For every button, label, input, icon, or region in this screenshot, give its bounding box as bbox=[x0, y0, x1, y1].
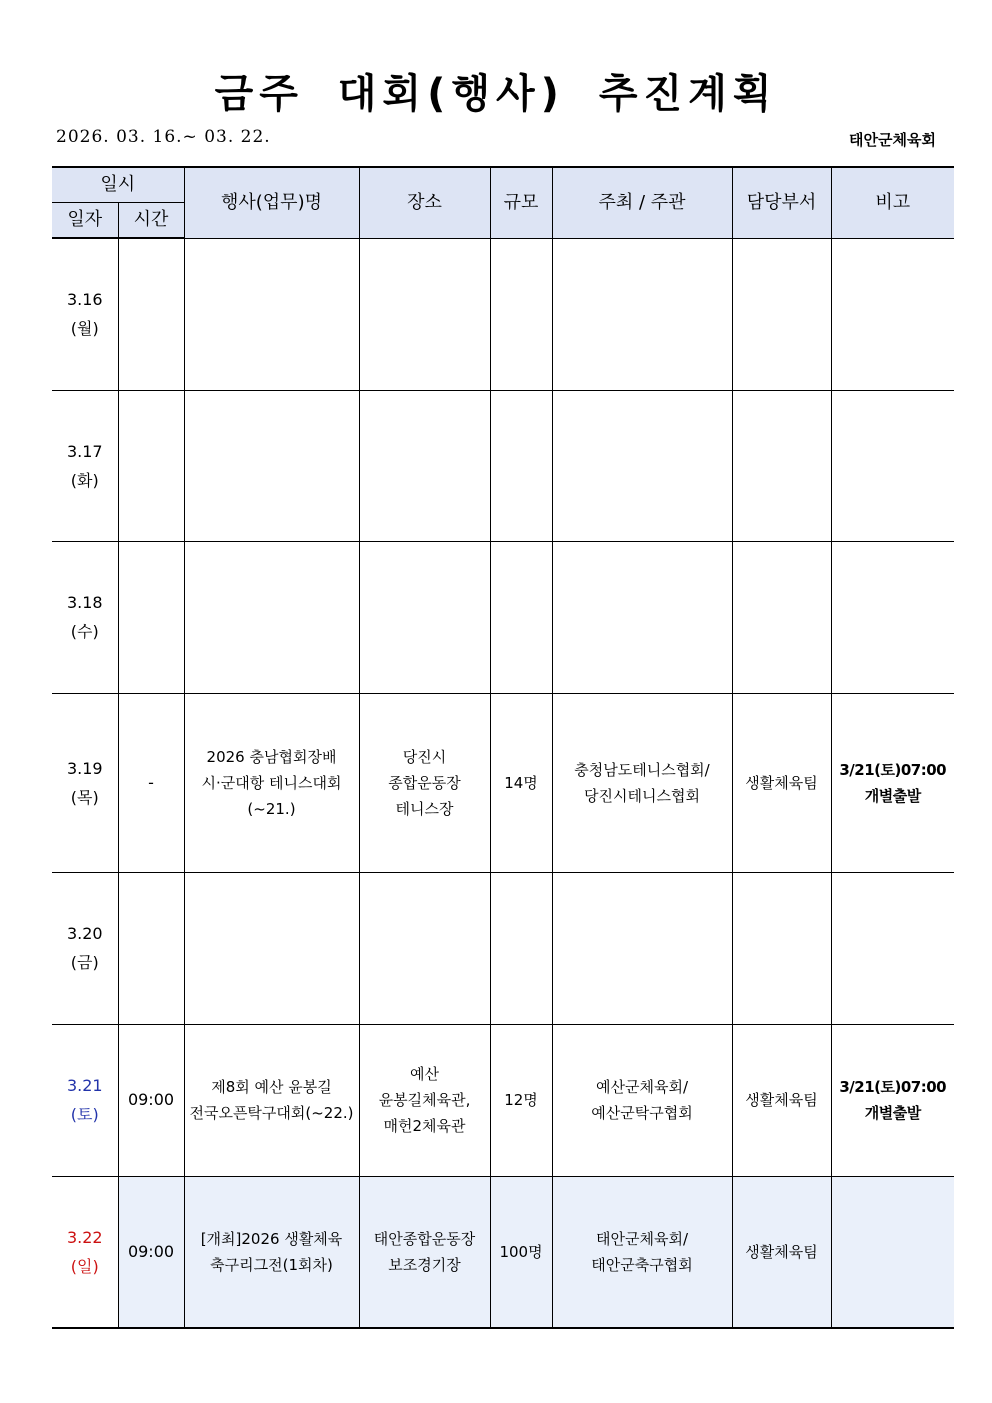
header-date: 일자 bbox=[52, 203, 118, 239]
place-line: 윤봉길체육관, bbox=[378, 1091, 471, 1109]
weekday-value: (토) bbox=[70, 1105, 99, 1124]
scale-cell: 14명 bbox=[490, 693, 552, 872]
event-line: 축구리그전(1회차) bbox=[210, 1255, 333, 1274]
host-line: 당진시테니스협회 bbox=[584, 786, 700, 805]
scale-cell bbox=[490, 390, 552, 541]
place-cell bbox=[359, 693, 490, 872]
date-cell bbox=[52, 1176, 118, 1328]
weekday-value: (수) bbox=[70, 622, 99, 641]
date-cell bbox=[52, 1024, 118, 1176]
header-host: 주최 / 주관 bbox=[552, 167, 732, 238]
dept-cell bbox=[732, 541, 831, 693]
place-cell bbox=[359, 1176, 490, 1328]
place-line: 보조경기장 bbox=[388, 1255, 461, 1274]
note-cell bbox=[831, 238, 954, 390]
host-cell bbox=[552, 541, 732, 693]
table-row bbox=[52, 1176, 954, 1328]
event-cell bbox=[184, 1176, 359, 1328]
place-cell bbox=[359, 541, 490, 693]
place-cell bbox=[359, 390, 490, 541]
time-cell: - bbox=[118, 693, 184, 872]
table-row bbox=[52, 872, 954, 1024]
header-time: 시간 bbox=[118, 203, 184, 239]
dept-cell: 생활체육팀 bbox=[732, 1024, 831, 1176]
table-row bbox=[52, 238, 954, 390]
host-cell bbox=[552, 693, 732, 872]
time-cell bbox=[118, 390, 184, 541]
note-line: 개별출발 bbox=[864, 786, 921, 805]
time-cell: 09:00 bbox=[118, 1024, 184, 1176]
place-line: 당진시 bbox=[402, 747, 447, 766]
host-cell bbox=[552, 1176, 732, 1328]
host-cell bbox=[552, 872, 732, 1024]
host-line: 예산군체육회/ bbox=[596, 1078, 688, 1096]
host-cell bbox=[552, 390, 732, 541]
time-cell bbox=[118, 541, 184, 693]
date-value: 3.16 bbox=[66, 290, 103, 310]
date-value: 3.21 bbox=[66, 1076, 103, 1095]
dept-cell bbox=[732, 238, 831, 390]
table-row bbox=[52, 390, 954, 541]
header-ilsi: 일시 bbox=[52, 167, 184, 203]
host-line: 예산군탁구협회 bbox=[591, 1104, 693, 1122]
date-value: 3.22 bbox=[66, 1227, 103, 1247]
host-cell bbox=[552, 238, 732, 390]
note-cell bbox=[831, 872, 954, 1024]
place-cell bbox=[359, 1024, 490, 1176]
date-cell bbox=[52, 872, 118, 1024]
time-cell bbox=[118, 238, 184, 390]
place-cell bbox=[359, 872, 490, 1024]
dept-cell bbox=[732, 390, 831, 541]
event-line: 시·군대항 테니스대회 bbox=[201, 773, 342, 792]
time-cell bbox=[118, 872, 184, 1024]
header-place: 장소 bbox=[359, 167, 490, 238]
weekday-value: (목) bbox=[70, 787, 99, 807]
event-cell bbox=[184, 693, 359, 872]
note-cell bbox=[831, 693, 954, 872]
weekday-value: (일) bbox=[70, 1256, 99, 1276]
place-line: 테니스장 bbox=[395, 799, 454, 818]
note-cell bbox=[831, 390, 954, 541]
event-line: 전국오픈탁구대회(~22.) bbox=[189, 1104, 354, 1122]
header-dept: 담당부서 bbox=[732, 167, 831, 238]
scale-cell: 12명 bbox=[490, 1024, 552, 1176]
event-line: (~21.) bbox=[247, 799, 296, 818]
table-row bbox=[52, 541, 954, 693]
date-value: 3.20 bbox=[66, 924, 103, 943]
host-line: 충청남도테니스협회/ bbox=[574, 760, 710, 779]
date-cell bbox=[52, 693, 118, 872]
table-row bbox=[52, 1024, 954, 1176]
note-cell bbox=[831, 1176, 954, 1328]
note-line: 개별출발 bbox=[864, 1104, 921, 1122]
place-line: 태안종합운동장 bbox=[373, 1229, 476, 1248]
header-event: 행사(업무)명 bbox=[184, 167, 359, 238]
event-cell bbox=[184, 390, 359, 541]
note-cell bbox=[831, 541, 954, 693]
period-label: 2026. 03. 16.~ 03. 22. bbox=[56, 127, 271, 147]
date-value: 3.17 bbox=[66, 441, 103, 461]
dept-cell: 생활체육팀 bbox=[732, 1176, 831, 1328]
date-cell bbox=[52, 390, 118, 541]
place-cell bbox=[359, 238, 490, 390]
place-line: 예산 bbox=[410, 1065, 439, 1083]
host-cell bbox=[552, 1024, 732, 1176]
weekday-value: (화) bbox=[70, 470, 99, 490]
weekday-value: (월) bbox=[70, 319, 99, 339]
table-row bbox=[52, 693, 954, 872]
event-line: [개최]2026 생활체육 bbox=[200, 1229, 343, 1248]
schedule-table bbox=[52, 166, 954, 1329]
event-line: 2026 충남협회장배 bbox=[206, 747, 337, 766]
scale-cell bbox=[490, 872, 552, 1024]
place-line: 매헌2체육관 bbox=[383, 1117, 466, 1135]
organization-label: 태안군체육회 bbox=[849, 131, 936, 149]
header-note: 비고 bbox=[831, 167, 954, 238]
date-value: 3.19 bbox=[66, 758, 103, 778]
date-cell bbox=[52, 541, 118, 693]
date-value: 3.18 bbox=[66, 593, 103, 612]
weekday-value: (금) bbox=[70, 953, 99, 972]
note-line: 3/21(토)07:00 bbox=[839, 1078, 947, 1096]
time-cell: 09:00 bbox=[118, 1176, 184, 1328]
host-line: 태안군체육회/ bbox=[596, 1229, 688, 1248]
place-line: 종합운동장 bbox=[388, 773, 461, 792]
date-cell bbox=[52, 238, 118, 390]
event-cell bbox=[184, 872, 359, 1024]
event-line: 제8회 예산 윤봉길 bbox=[211, 1078, 332, 1096]
scale-cell: 100명 bbox=[490, 1176, 552, 1328]
dept-cell: 생활체육팀 bbox=[732, 693, 831, 872]
note-line: 3/21(토)07:00 bbox=[839, 760, 947, 779]
host-line: 태안군축구협회 bbox=[591, 1255, 693, 1274]
event-cell bbox=[184, 541, 359, 693]
dept-cell bbox=[732, 872, 831, 1024]
scale-cell bbox=[490, 238, 552, 390]
scale-cell bbox=[490, 541, 552, 693]
header-scale: 규모 bbox=[490, 167, 552, 238]
page-title: 금주 대회(행사) 추진계획 bbox=[214, 71, 778, 117]
event-cell bbox=[184, 1024, 359, 1176]
event-cell bbox=[184, 238, 359, 390]
note-cell bbox=[831, 1024, 954, 1176]
